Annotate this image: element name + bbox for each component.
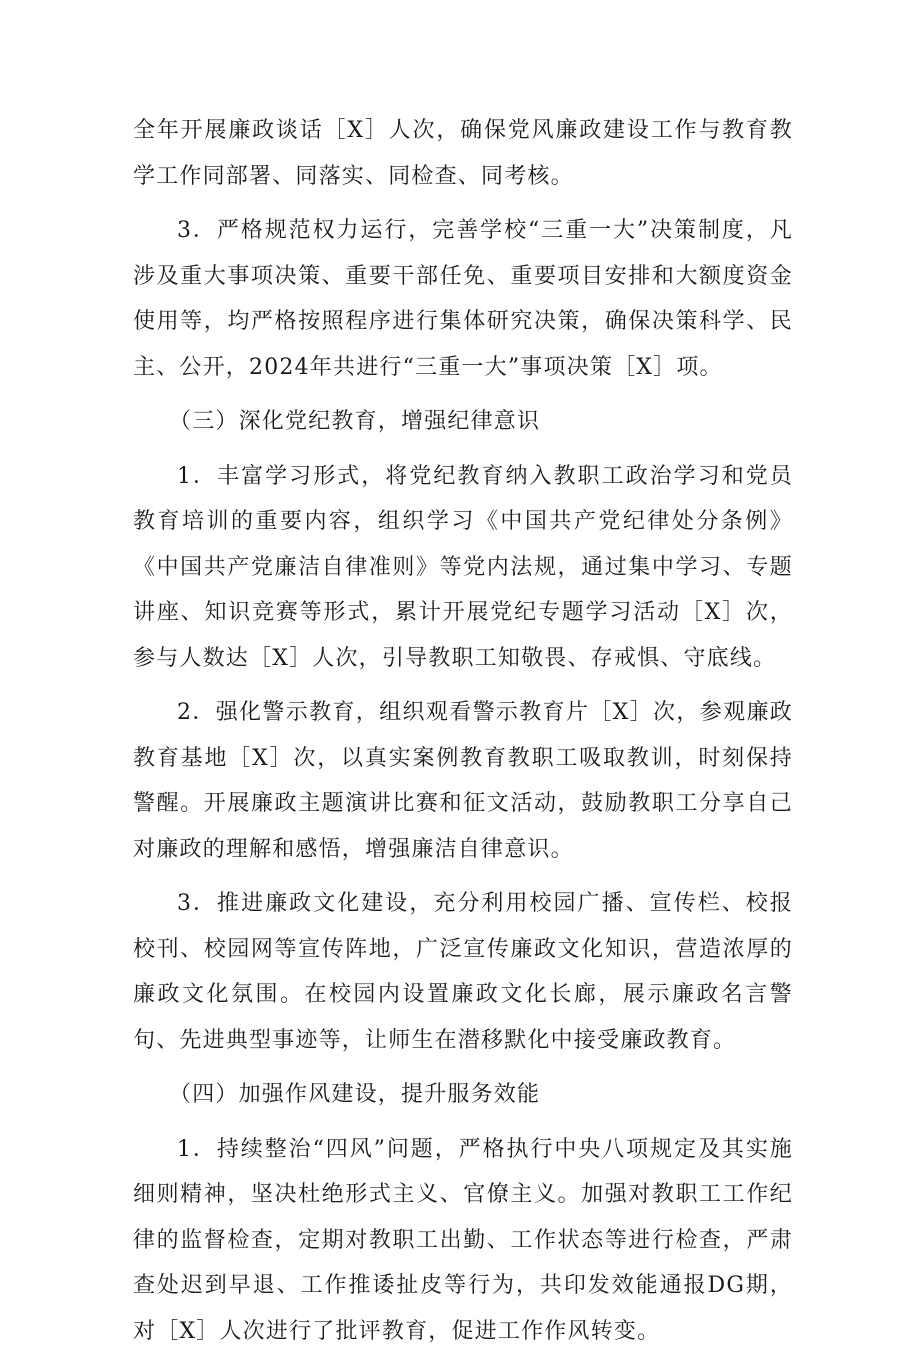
paragraph-four-winds: 1．持续整治“四风”问题，严格执行中央八项规定及其实施细则精神，坚决杜绝形式主义、官僚主义。加强对教职工工作纪律的监督检查，定期对教职工出勤、工作状态等进行检查，严肃查处迟到早退、工作推诿扯皮等行为，共印发效能通报DG期，对［X］人次进行了批评教育，促进工作作风转变。 bbox=[133, 1136, 793, 1344]
paragraph-learning-forms: 1．丰富学习形式，将党纪教育纳入教职工政治学习和党员教育培训的重要内容，组织学习《中国共产党纪律处分条例》《中国共产党廉洁自律准则》等党内法规，通过集中学习、专题讲座、知识竞赛等形式，累计开展党纪专题学习活动［X］次，参与人数达［X］人次，引导教职工知敬畏、存戒惧、守底线。 bbox=[133, 463, 793, 671]
paragraph-culture-building: 3．推进廉政文化建设，充分利用校园广播、宣传栏、校报校刊、校园网等宣传阵地，广泛宣传廉政文化知识，营造浓厚的廉政文化氛围。在校园内设置廉政文化长廊，展示廉政名言警句、先进典型事迹等，让师生在潜移默化中接受廉政教育。 bbox=[133, 891, 793, 1053]
section-heading-3: （三）深化党纪教育，增强纪律意识 bbox=[169, 409, 541, 434]
document-body bbox=[133, 108, 793, 1363]
paragraph-warning-education: 2．强化警示教育，组织观看警示教育片［X］次，参观廉政教育基地［X］次，以真实案例教育教职工吸取教训，时刻保持警醒。开展廉政主题演讲比赛和征文活动，鼓励教职工分享自己对廉政的理解和感悟，增强廉洁自律意识。 bbox=[133, 700, 793, 862]
paragraph-continuation: 全年开展廉政谈话［X］人次，确保党风廉政建设工作与教育教学工作同部署、同落实、同检查、同考核。 bbox=[133, 118, 793, 189]
section-heading-4: （四）加强作风建设，提升服务效能 bbox=[169, 1082, 541, 1107]
paragraph-decision-system: 3．严格规范权力运行，完善学校“三重一大”决策制度，凡涉及重大事项决策、重要干部任免、重要项目安排和大额度资金使用等，均严格按照程序进行集体研究决策，确保决策科学、民主、公开，2024年共进行“三重一大”事项决策［X］项。 bbox=[133, 218, 793, 380]
